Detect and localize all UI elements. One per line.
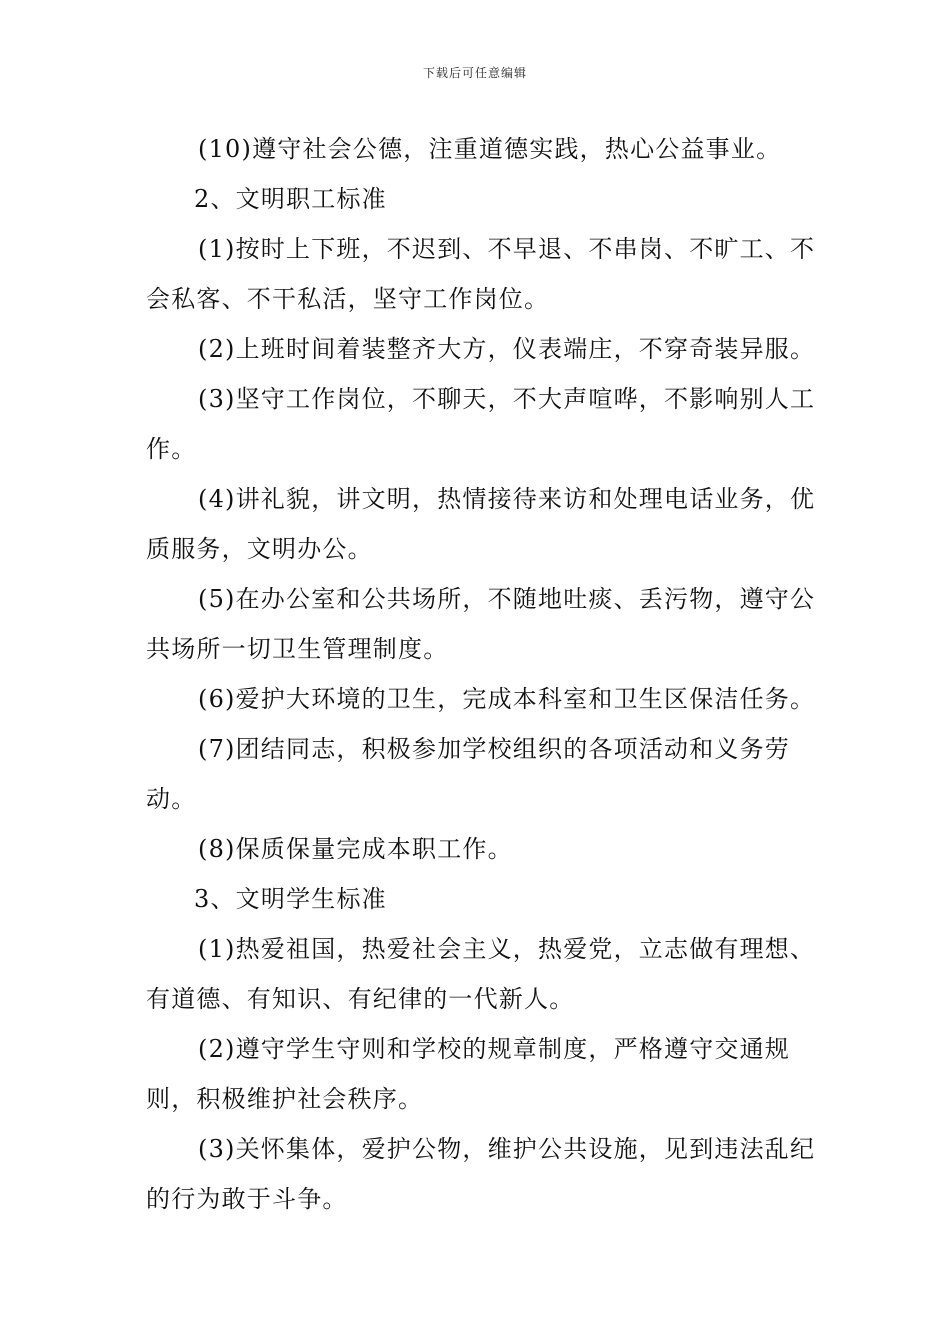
paragraph-14: (3)关怀集体，爱护公物，维护公共设施，见到违法乱纪的行为敢于斗争。 [146,1135,816,1213]
paragraph-3: (1)按时上下班，不迟到、不早退、不串岗、不旷工、不会私客、不干私活，坚守工作岗位。 [146,235,816,313]
paragraph-6: (4)讲礼貌，讲文明，热情接待来访和处理电话业务，优质服务，文明办公。 [146,485,816,563]
page-header: 下载后可任意编辑 [422,66,527,80]
paragraph-4: (2)上班时间着装整齐大方，仪表端庄，不穿奇装异服。 [198,335,816,363]
section-heading-civilized-student: 3、文明学生标准 [194,885,387,913]
paragraph-10: (8)保质保量完成本职工作。 [198,835,513,863]
paragraph-8: (6)爱护大环境的卫生，完成本科室和卫生区保洁任务。 [198,685,816,713]
paragraph-7: (5)在办公室和公共场所，不随地吐痰、丢污物，遵守公共场所一切卫生管理制度。 [146,585,816,663]
section-heading-civilized-staff: 2、文明职工标准 [194,185,387,213]
paragraph-5: (3)坚守工作岗位，不聊天，不大声喧哗，不影响别人工作。 [146,385,816,463]
paragraph-12: (1)热爱祖国，热爱社会主义，热爱党，立志做有理想、有道德、有知识、有纪律的一代新人。 [146,935,816,1013]
paragraph-9: (7)团结同志，积极参加学校组织的各项活动和义务劳动。 [146,735,790,813]
paragraph-13: (2)遵守学生守则和学校的规章制度，严格遵守交通规则，积极维护社会秩序。 [146,1035,790,1113]
paragraph-1: (10)遵守社会公德，注重道德实践，热心公益事业。 [198,135,782,163]
document-body [146,124,826,1224]
